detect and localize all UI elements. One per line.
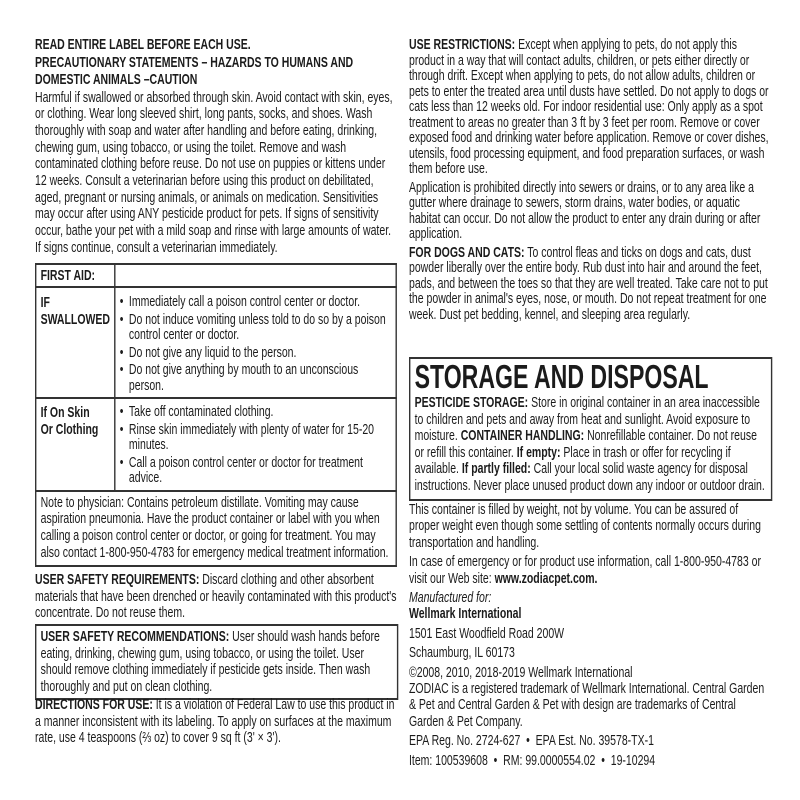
empty-label: If empty: (516, 443, 561, 461)
safety-requirements-text: Discard clothing and other absorbent materials that have been drenched or heavily contaminated with this product's concentrate. Do not reuse them. (35, 571, 397, 622)
weight-note: This container is filled by weight, not by volume. You can be assured of proper weight even though some settling of contents normally occurs during transportation and handling. (409, 501, 761, 551)
emergency-text: In case of emergency or for product use information, call 1-800-950-4783 or visit our Web site: (409, 553, 761, 587)
use-restrictions-text: Except when applying to pets, do not apply this product in a way that will contact adults, children, or pets either directly or through drift. Except when applying to pets, do not allow adults, children or pets to enter the treated area until dusts have settled. Do not apply to dogs or cats less than 12 weeks old. For indoor residential use: Only apply as a spot treatment to areas no greater than 3 ft by 3 feet per room. Remove or cover exposed food and drinking water before application. Remove or cover dishes, utensils, food processing equipment, and food preparation surfaces, or wash them before use. (409, 36, 769, 177)
dogs-cats-label: FOR DOGS AND CATS: (409, 243, 525, 261)
trademark: ZODIAC is a registered trademark of Wellmark International. Central Garden & Pet and Central Garden & Pet with design are trademarks of Central Garden & Pet Company. (409, 680, 765, 730)
first-aid-header: FIRST AID: (36, 264, 115, 287)
address-line-2: Schaumburg, IL 60173 (409, 644, 515, 662)
first-aid-box (35, 263, 397, 567)
handling-text: Nonrefillable container. Do not reuse or refill this container. (414, 427, 757, 461)
directions-text: It is a violation of Federal Law to use this product in a manner inconsistent with its labeling. To apply on surfaces at the maximum rate, use 4 teaspoons (⅔ oz) to cover 9 sq ft (3' × 3'). (35, 696, 395, 747)
list-item: • Do not give any liquid to the person. (120, 345, 391, 361)
safety-requirements-label: USER SAFETY REQUIREMENTS: (35, 571, 200, 588)
use-restrictions-label: USE RESTRICTIONS: (409, 36, 516, 53)
read-label-heading: READ ENTIRE LABEL BEFORE EACH USE. (35, 36, 251, 53)
list-item: • Rinse skin immediately with plenty of water for 15-20 minutes. (120, 422, 391, 453)
safety-requirements (35, 572, 397, 622)
directions-label: DIRECTIONS FOR USE: (35, 696, 153, 713)
list-item: • Call a poison control center or doctor for treatment advice. (120, 455, 391, 486)
row-label: Or Clothing (40, 421, 99, 438)
precautionary-section (35, 36, 397, 257)
item-line: Item: 100539608 • RM: 99.0000554.02 • 19-10294 (409, 751, 656, 769)
storage-text: Store in original container in an area inaccessible to children and pets and away from heat and sunlight. Avoid exposure to moisture. (414, 394, 760, 445)
list-item: • Do not give anything by mouth to an unconscious person. (120, 362, 391, 393)
table-row (36, 398, 396, 491)
list-item: • Take off contaminated clothing. (120, 404, 391, 420)
company-name: Wellmark International (409, 605, 522, 623)
row-label: If On Skin (40, 404, 90, 421)
use-restrictions (409, 37, 771, 322)
list-item: • Do not induce vomiting unless told to do so by a poison control center or doctor. (120, 312, 391, 343)
list-item: • Immediately call a poison control center or doctor. (120, 294, 391, 310)
partly-text: Call your local solid waste agency for disposal instructions. Never place unused product down any indoor or outdoor drain. (414, 460, 765, 494)
physician-note: Note to physician: Contains petroleum distillate. Vomiting may cause aspiration pneumonia. Have the product container or label with you when calling a poison control center or doctor, or going for treatment. You may also contact 1-800-950-4783 for emergency medical treatment information. (35, 492, 397, 568)
safety-recommendations-box (35, 624, 398, 700)
storage-disposal-box (409, 357, 772, 501)
company-info (409, 502, 771, 769)
storage-label: PESTICIDE STORAGE: (414, 394, 529, 411)
table-row (36, 287, 396, 398)
row-label: SWALLOWED (40, 311, 111, 328)
first-aid-table (35, 263, 397, 492)
safety-recommendations-text: User should wash hands before eating, drinking, chewing gum, using tobacco, or using the toilet. User should remove clothing immediately if pesticide gets inside. Then wash thoroughly and put on clean clothing. (40, 628, 380, 696)
address-line-1: 1501 East Woodfield Road 200W (409, 624, 565, 642)
empty-text: Place in trash or offer for recycling if available. (414, 443, 731, 478)
row-label: IF (40, 294, 50, 311)
copyright: ©2008, 2010, 2018-2019 Wellmark International (409, 663, 633, 681)
safety-recommendations-label: USER SAFETY RECOMMENDATIONS: (40, 628, 230, 645)
dogs-cats-text: To control fleas and ticks on dogs and cats, dust powder liberally over the entire body. Rub dust into hair and around the feet, pads, and between the toes so that they are well treated. Take care not to put the powder in animal's eyes, nose, or mouth. Do not repeat treatment for one week. Dust pet bedding, kennel, and sleeping area regularly. (409, 243, 768, 323)
precaution-body: Harmful if swallowed or absorbed through skin. Avoid contact with skin, eyes, or clothing. Wear long sleeved shirt, long pants, socks, and shoes. Wash thoroughly with soap and water after handling and before eating, drinking, chewing gum, using tobacco, or using the toilet. Remove and wash contaminated clothing before reuse. Do not use on puppies or kittens under 12 weeks. Consult a veterinarian before using this product on debilitated, aged, pregnant or nursing animals, or animals on medication. Sensitivities may occur after using ANY pesticide product for pets. If signs of sensitivity occur, bathe your pet with a mild soap and rinse with large amounts of water. If signs continue, consult a veterinarian immediately. (35, 88, 393, 256)
precautionary-heading: PRECAUTIONARY STATEMENTS – HAZARDS TO HUMANS AND DOMESTIC ANIMALS –CAUTION (35, 53, 354, 88)
storage-title: STORAGE AND DISPOSAL (414, 358, 709, 395)
epa-line: EPA Reg. No. 2724-627 • EPA Est. No. 39578-TX-1 (409, 732, 654, 750)
website-link[interactable]: www.zodiacpet.com. (494, 569, 598, 587)
application-text: Application is prohibited directly into sewers or drains, or to any area like a gutter where drainage to sewers, storm drains, water bodies, or aquatic habitat can occur. Do not allow the product to enter any drain during or after application. (409, 178, 761, 242)
manufactured-for: Manufactured for: (409, 589, 492, 607)
directions-for-use (35, 697, 397, 747)
partly-label: If partly filled: (461, 460, 531, 478)
handling-label: CONTAINER HANDLING: (460, 427, 585, 445)
